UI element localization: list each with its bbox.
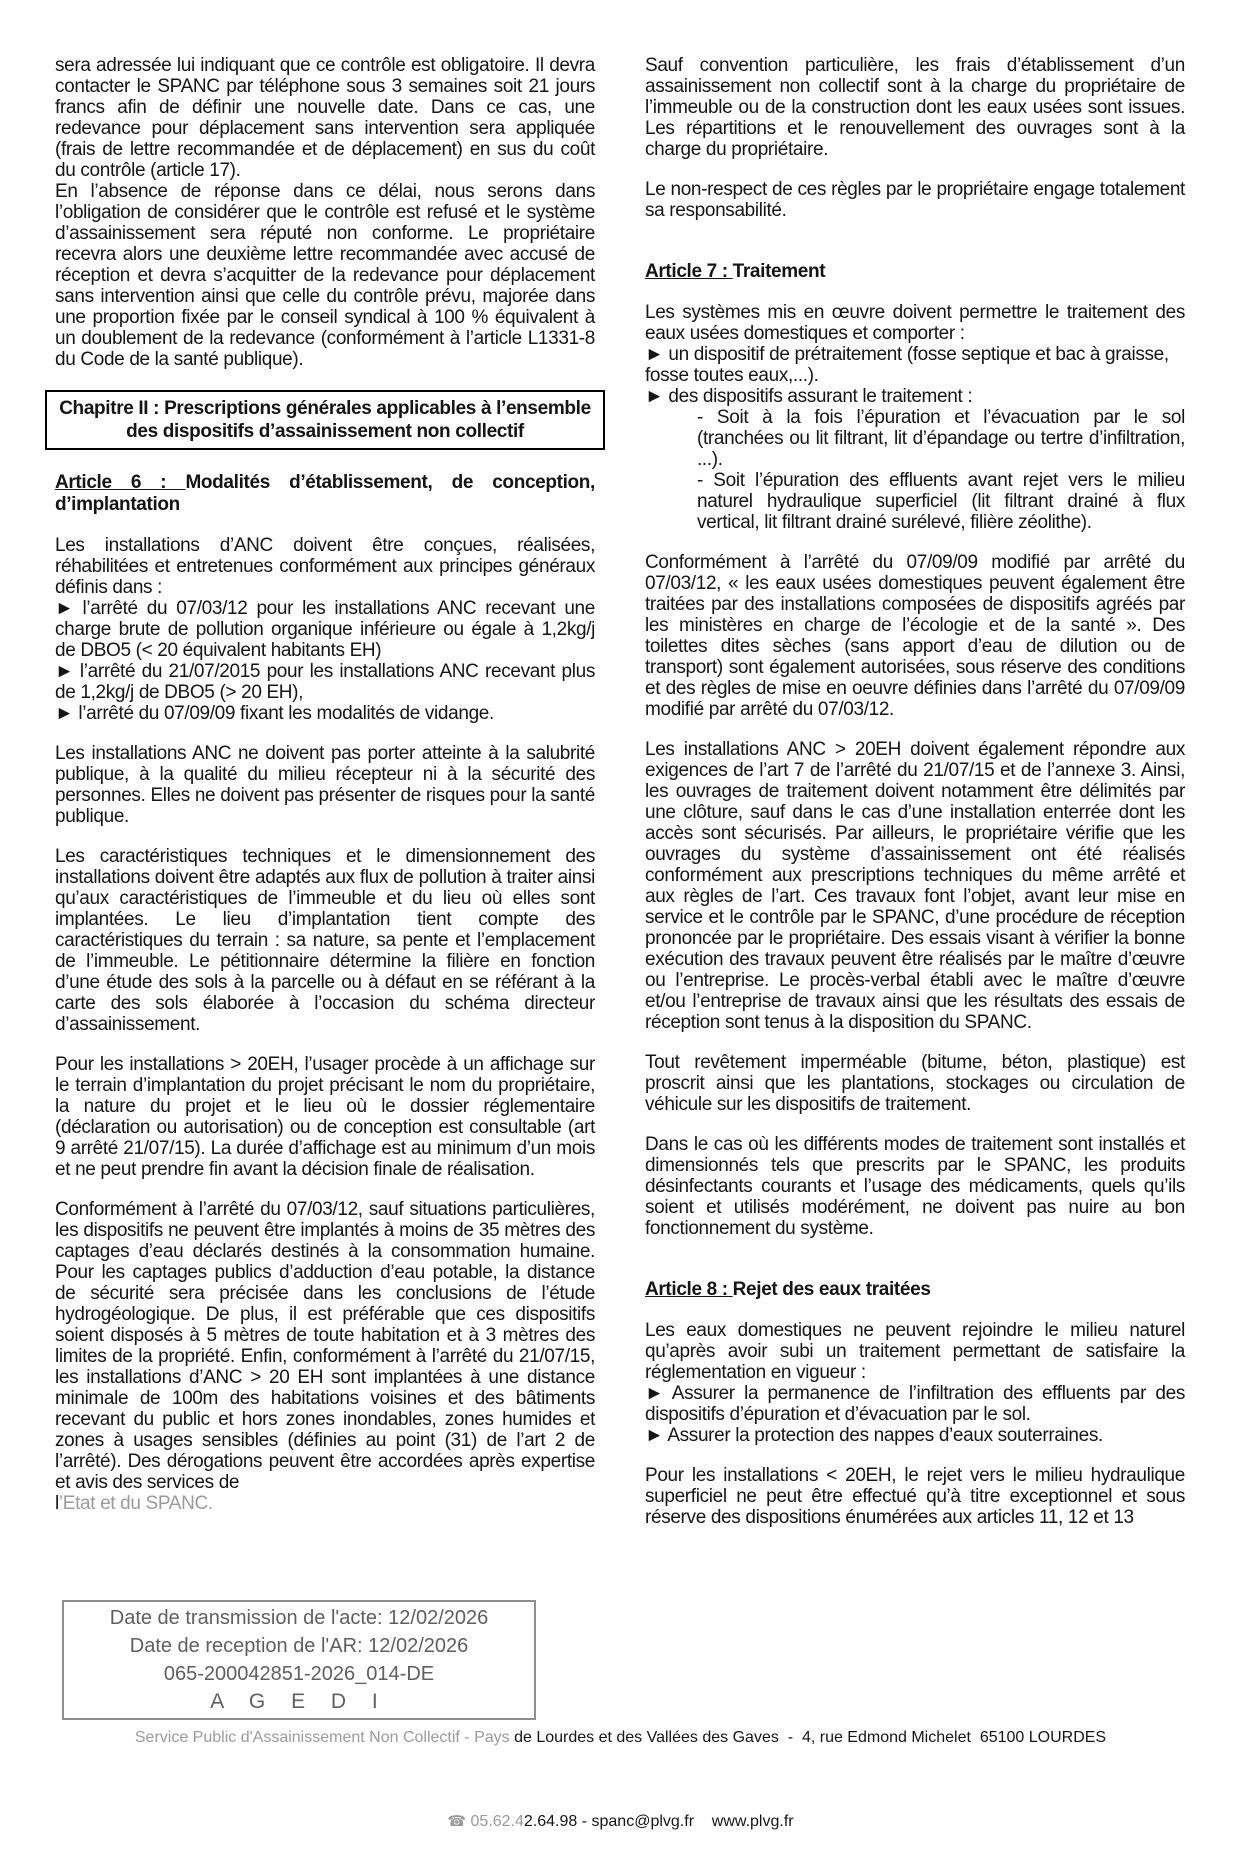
- footer-phone-email-web: 2.64.98 - spanc@plvg.fr www.plvg.fr: [523, 1813, 794, 1830]
- right-paragraph-9: Pour les installations < 20EH, le rejet vers le milieu hydraulique superficiel ne peut être effectué qu’à titre exceptionnel et sous réserve des dispositions énumérées aux articles 11, 12 et 13: [645, 1465, 1185, 1528]
- article-8-label: Article 8 :: [645, 1279, 733, 1300]
- article-8-heading: [645, 1279, 1185, 1301]
- left-paragraph-3: Les installations d’ANC doivent être conçues, réalisées, réhabilitées et entretenues conformément aux principes généraux définis dans :: [55, 535, 595, 598]
- right-paragraph-5: Les installations ANC > 20EH doivent également répondre aux exigences de l’art 7 de l’arrêté du 21/07/15 et de l’annexe 3. Ainsi, les ouvrages de traitement doivent notamment être délimités par une clôture, sauf dans le cas d’une installation enterrée dont les accès sont sécurisés. Par ailleurs, le propriétaire vérifie que les ouvrages du système d’assainissement ont été réalisés conformément aux prescriptions techniques du même arrêté et aux règles de l’art. Ces travaux font l’objet, avant leur mise en service et le contrôle par le SPANC, d’une procédure de réception prononcée par le propriétaire. Des essais visant à vérifier la bonne exécution des travaux peuvent être réalisés par le maître d’œuvre ou l’entreprise. Le procès-verbal établi avec le maître d’œuvre et/ou l’entreprise de travaux ainsi que les résultats des essais de réception sont tenus à la disposition du SPANC.: [645, 739, 1185, 1033]
- phone-icon: ☎: [447, 1813, 467, 1830]
- footer-service-name-faded: Service Public d'Assainissement Non Collectif - Pays: [134, 1729, 515, 1746]
- footer-contact-line: [0, 1808, 1241, 1836]
- right-paragraph-2: Le non-respect de ces règles par le propriétaire engage totalement sa responsabilité.: [645, 179, 1185, 221]
- left-paragraph-1: sera adressée lui indiquant que ce contrôle est obligatoire. Il devra contacter le SPANC par téléphone sous 3 semaines soit 21 jours francs afin de définir une nouvelle date. Dans ce cas, une redevance pour déplacement sans intervention sera appliquée (frais de lettre recommandée et de déplacement) en sus du coût du contrôle (article 17).: [55, 55, 595, 181]
- right-paragraph-4: Conformément à l’arrêté du 07/09/09 modifié par arrêté du 07/03/12, « les eaux usées domestiques peuvent également être traitées par des installations composées de dispositifs agréés par les ministères en charge de l’écologie et de la santé ». Des toilettes dites sèches (sans apport d’eau de dilution ou de transport) sont également autorisées, sous réserve des conditions et des règles de mise en oeuvre définies dans l’arrêté du 07/09/09 modifié par arrêté du 07/03/12.: [645, 552, 1185, 720]
- left-paragraph-2: En l’absence de réponse dans ce délai, nous serons dans l’obligation de considérer que le contrôle est refusé et le système d’assainissement sera réputé non conforme. Le propriétaire recevra alors une deuxième lettre recommandée avec accusé de réception et devra s’acquitter de la redevance pour déplacement sans intervention ainsi que celle du contrôle prévu, majorée dans une proportion fixée par le conseil syndical à 100 % équivalent à un doublement de la redevance (conformément à l’article L1331-8 du Code de la santé publique).: [55, 181, 595, 370]
- article-7-label: Article 7 :: [645, 261, 733, 282]
- stamp-reception-date: Date de reception de l'AR: 12/02/2026: [129, 1635, 469, 1657]
- tail-black: l: [55, 1493, 59, 1514]
- tail-faded: ’Etat et du SPANC.: [58, 1493, 213, 1514]
- article-7-heading: [645, 261, 1185, 283]
- left-paragraph-7: Conformément à l’arrêté du 07/03/12, sauf situations particulières, les dispositifs ne peuvent être implantés à moins de 35 mètres des captages d’eau déclarés destinés à la consommation humaine. Pour les captages publics d’adduction d’eau potable, la distance de sécurité sera précisée dans les conclusions de l’étude hydrogéologique. De plus, il est préférable que ces dispositifs soient disposés à 5 mètres de toute habitation et à 3 mètres des limites de la propriété. Enfin, conformément à l’arrêté du 21/07/15, les installations d’ANC > 20 EH sont implantées à une distance minimale de 100m des habitations voisines et des bâtiments recevant du public et hors zones inondables, zones humides et zones à usages sensibles (définies au point (31) de l’art 2 de l’arrêté). Des dérogations peuvent être accordées après expertise et avis des services de: [55, 1199, 595, 1493]
- right-sub-bullet-2: - Soit l’épuration des effluents avant rejet vers le milieu naturel hydraulique superficiel (lit filtrant drainé à flux vertical, lit filtrant drainé surélevé, filière zéolithe).: [697, 470, 1185, 533]
- right-bullet-2: ► des dispositifs assurant le traitement :: [645, 386, 973, 407]
- stamp-act-reference: 065-200042851-2026_014-DE: [163, 1663, 435, 1685]
- left-paragraph-5: Les caractéristiques techniques et le dimensionnement des installations doivent être adaptés aux flux de pollution à traiter ainsi qu’aux caractéristiques de l’immeuble et du lieu où elles sont implantées. Le lieu d’implantation tient compte des caractéristiques du terrain : sa nature, sa pente et l’emplacement de l’immeuble. Le pétitionnaire détermine la filière en fonction d’une étude des sols à la parcelle ou à défaut en se référant à la carte des sols élaborée à l’occasion du schéma directeur d’assainissement.: [55, 846, 595, 1035]
- right-sub-bullet-1: - Soit à la fois l’épuration et l’évacuation par le sol (tranchées ou lit filtrant, lit d’épandage ou tertre d’infiltration, ...).: [697, 407, 1185, 470]
- right-bullet-4: ► Assurer la protection des nappes d’eaux souterraines.: [645, 1425, 1103, 1446]
- footer-address-line: [0, 1724, 1241, 1752]
- article-6-label: Article 6 :: [55, 472, 186, 493]
- stamp-agedi-label: A G E D I: [210, 1690, 388, 1713]
- right-bullet-1: ► un dispositif de prétraitement (fosse septique et bac à graisse, fosse toutes eaux,...).: [645, 344, 1169, 386]
- footer-phone-faded: 05.62.4: [466, 1813, 524, 1830]
- agedi-transmission-stamp: [62, 1600, 536, 1720]
- left-paragraph-6: Pour les installations > 20EH, l’usager procède à un affichage sur le terrain d’implantation du projet précisant le nom du propriétaire, la nature du projet et le lieu où le dossier réglementaire (déclaration ou autorisation) ou de conception est consultable (art 9 arrêté 21/07/15). La durée d’affichage est au minimum d’un mois et ne peut prendre fin avant la décision finale de réalisation.: [55, 1054, 595, 1180]
- footer-address: de Lourdes et des Vallées des Gaves - 4, rue Edmond Michelet 65100 LOURDES: [514, 1729, 1107, 1746]
- article-6-title: Modalités d’établissement, de conception,: [185, 472, 595, 493]
- right-paragraph-8: Les eaux domestiques ne peuvent rejoindre le milieu naturel qu’après avoir subi un traitement permettant de satisfaire la réglementation en vigueur :: [645, 1320, 1185, 1383]
- left-paragraph-4: Les installations ANC ne doivent pas porter atteinte à la salubrité publique, à la qualité du milieu récepteur ni à la sécurité des personnes. Elles ne doivent pas présenter de risques pour la santé publique.: [55, 743, 595, 827]
- article-6-heading: [55, 472, 595, 494]
- left-bullet-1: ► l’arrêté du 07/03/12 pour les installations ANC recevant une charge brute de pollution organique inférieure ou égale à 1,2kg/j de DBO5 (< 20 équivalent habitants EH): [55, 598, 595, 661]
- stamp-transmission-date: Date de transmission de l'acte: 12/02/2026: [109, 1607, 489, 1629]
- document-body: [55, 55, 1185, 1528]
- left-bullet-3: ► l’arrêté du 07/09/09 fixant les modalités de vidange.: [55, 703, 494, 724]
- right-paragraph-7: Dans le cas où les différents modes de traitement sont installés et dimensionnés tels que prescrits par le SPANC, les produits désinfectants courants et l’usage des médicaments, quels qu’ils soient et utilisés modérément, ne doivent pas nuire au bon fonctionnement du système.: [645, 1134, 1185, 1239]
- chapter-2-title-box: Chapitre II : Prescriptions générales applicables à l’ensemble des dispositifs d’assainissement non collectif: [45, 390, 605, 450]
- right-paragraph-1: Sauf convention particulière, les frais d’établissement d’un assainissement non collectif sont à la charge du propriétaire de l’immeuble ou de la construction dont les eaux usées sont issues. Les répartitions et le renouvellement des ouvrages sont à la charge du propriétaire.: [645, 55, 1185, 160]
- left-bullet-2: ► l’arrêté du 21/07/2015 pour les installations ANC recevant plus de 1,2kg/j de DBO5 (> 20 EH),: [55, 661, 595, 703]
- article-6-heading-line2: d’implantation: [55, 494, 180, 515]
- right-paragraph-3: Les systèmes mis en œuvre doivent permettre le traitement des eaux usées domestiques et comporter :: [645, 302, 1185, 344]
- right-paragraph-6: Tout revêtement imperméable (bitume, béton, plastique) est proscrit ainsi que les plantations, stockages ou circulation de véhicule sur les dispositifs de traitement.: [645, 1052, 1185, 1115]
- left-column: [55, 55, 595, 1528]
- article-7-title: Traitement: [732, 261, 826, 282]
- article-8-title: Rejet des eaux traitées: [732, 1279, 931, 1300]
- right-bullet-3: ► Assurer la permanence de l’infiltration des effluents par des dispositifs d’épuration et d’évacuation par le sol.: [645, 1383, 1185, 1425]
- right-column: [645, 55, 1185, 1528]
- left-paragraph-7-last-line: [55, 1493, 595, 1514]
